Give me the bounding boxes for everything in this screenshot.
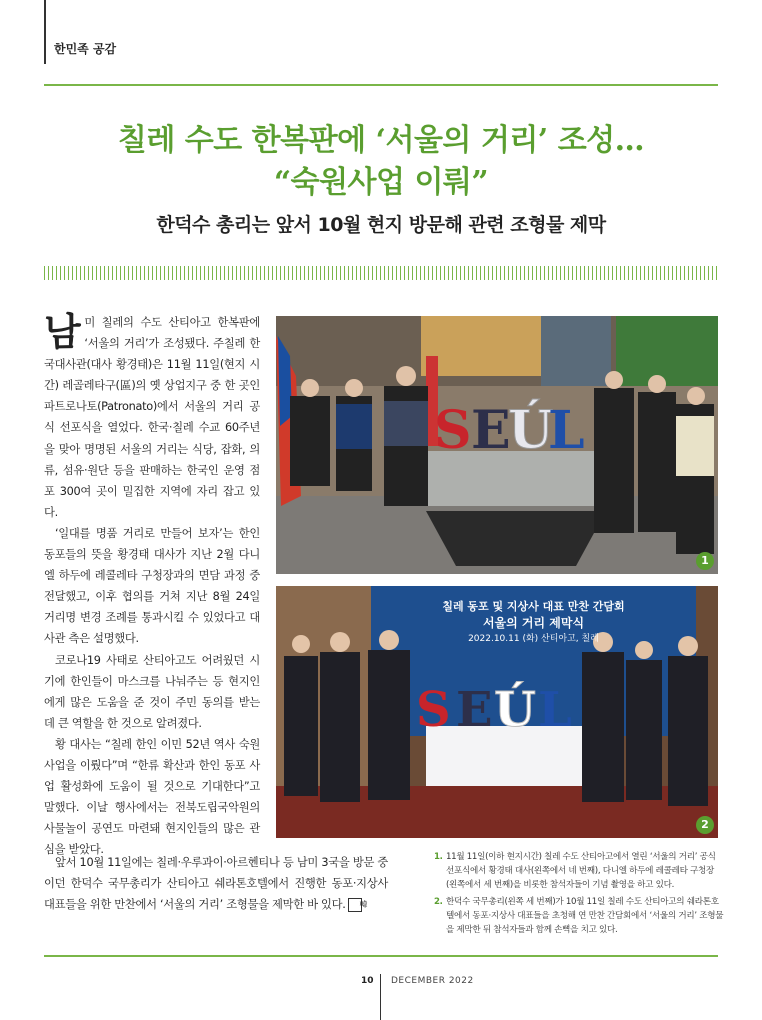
photo-captions (434, 850, 724, 940)
end-mark-icon: 韓 (348, 898, 362, 912)
photo2-banner-line-3: 2022.10.11 (화) 산티아고, 칠레 (468, 634, 599, 644)
photo2-sign-letter-u: Ú (494, 682, 536, 738)
article-body-wide (44, 852, 388, 915)
caption-1 (434, 850, 724, 892)
header-vertical-rule (44, 0, 46, 64)
photo1-sign-letter-l: L (548, 400, 585, 461)
caption-2 (434, 895, 724, 937)
caption-2-text: 한덕수 국무총리(왼쪽 세 번째)가 10월 11일 칠레 수도 산티아고의 쉐라톤호텔에서 동포·지상사 대표들을 초청해 연 만찬 간담회에서 ‘서울의 거리’ 조형물을 제막한 뒤 참석자들과 함께 손뼉을 치고 있다. (446, 897, 724, 935)
headline-line-1: 칠레 수도 한복판에 ‘서울의 거리’ 조성… (117, 123, 645, 158)
caption-1-number: 1. (434, 852, 443, 862)
subheadline: 한덕수 총리는 앞서 10월 현지 방문해 관련 조형물 제막 (156, 214, 606, 236)
paragraph-1: 남미 칠레의 수도 산티아고 한복판에 ‘서울의 거리’가 조성됐다. 주칠레 한국대사관(대사 황경태)은 11월 11일(현지 시간) 레골레타구(區)의 옛 상업지구 중 한 곳인 파트로나토(Patronato)에서 서울의 거리 공식 선포식을 열었다. 한국·칠레 수교 60주년을 맞아 명명된 서울의 거리는 식당, 잡화, 의류, 섬유·원단 등을 판매하는 한국인 운영 점포 300여 곳이 밀집한 지역에 자리 잡고 있다. (44, 310, 260, 519)
photo1-sign-letter-s: S (434, 400, 472, 461)
paragraph-4: 황 대사는 “칠레 한인 이민 52년 역사 숙원사업을 이뤘다”며 “한류 확산과 한인 동포 사업 활성화에 도움이 될 것으로 기대한다”고 말했다. 이날 행사에서는 전북도립국악원의 사물놀이 공연도 마련돼 현지인들의 많은 관심을 받았다. (44, 737, 260, 857)
paragraph-3: 코로나19 사태로 산티아고도 어려웠던 시기에 한인들이 마스크를 나눠주는 등 현지인에게 많은 도움을 준 것이 주민 동의를 받는 데 큰 역할을 한 것으로 알려졌다. (44, 653, 260, 730)
photo2-banner-line-2: 서울의 거리 제막식 (482, 616, 585, 630)
photo2-sign-letter-s: S (416, 682, 451, 738)
drop-cap: 남 (44, 310, 81, 354)
photo-street-illustration (276, 316, 718, 574)
photo-unveiling-ceremony (276, 586, 718, 838)
headline-line-2: “숙원사업 이뤄” (273, 165, 489, 200)
photo2-badge: 2 (696, 816, 714, 834)
caption-1-text: 11월 11일(이하 현지시간) 칠레 수도 산티아고에서 열린 ‘서울의 거리’ 공식 선포식에서 황경태 대사(왼쪽에서 네 번째), 다니엘 하두에 레콜레타 구청장(왼쪽에서 세 번째)을 비롯한 참석자들이 기념 촬영을 하고 있다. (446, 852, 716, 890)
photo-street-ceremony (276, 316, 718, 574)
photo1-badge: 1 (696, 552, 714, 570)
section-label: 한민족 공감 (54, 42, 117, 56)
photo2-sign-letter-l: L (538, 682, 572, 738)
photo2-banner-line-1: 칠레 동포 및 지상사 대표 만찬 간담회 (442, 600, 625, 613)
caption-2-number: 2. (434, 897, 443, 907)
photo2-sign-letter-e: E (456, 682, 493, 738)
issue-label: DECEMBER 2022 (391, 976, 474, 986)
photo1-sign-letter-u: Ú (508, 400, 554, 461)
page-number: 10 (361, 976, 374, 986)
article-body-column (44, 312, 260, 860)
header-divider (44, 84, 718, 86)
paragraph-2: ‘일대를 명품 거리로 만들어 보자’는 한인 동포들의 뜻을 황경태 대사가 지난 2월 다니엘 하두에 레콜레타 구청장과의 면담 과정 중 전달했고, 이후 협의를 거쳐 지난 8월 24일 거리명 변경 조례를 통과시킬 수 있었다고 대사관 측은 설명했다. (44, 526, 260, 646)
footer-divider (44, 955, 718, 957)
footer-vertical-rule (380, 974, 381, 1020)
hatched-divider (44, 266, 718, 280)
photo1-sign-letter-e: E (471, 400, 511, 461)
paragraph-5: 앞서 10월 11일에는 칠레·우루과이·아르헨티나 등 남미 3국을 방문 중이던 한덕수 국무총리가 산티아고 쉐라톤호텔에서 진행한 동포·지상사 대표들을 위한 만찬에서 ‘서울의 거리’ 조형물을 제막한 바 있다. 韓 (44, 856, 388, 912)
